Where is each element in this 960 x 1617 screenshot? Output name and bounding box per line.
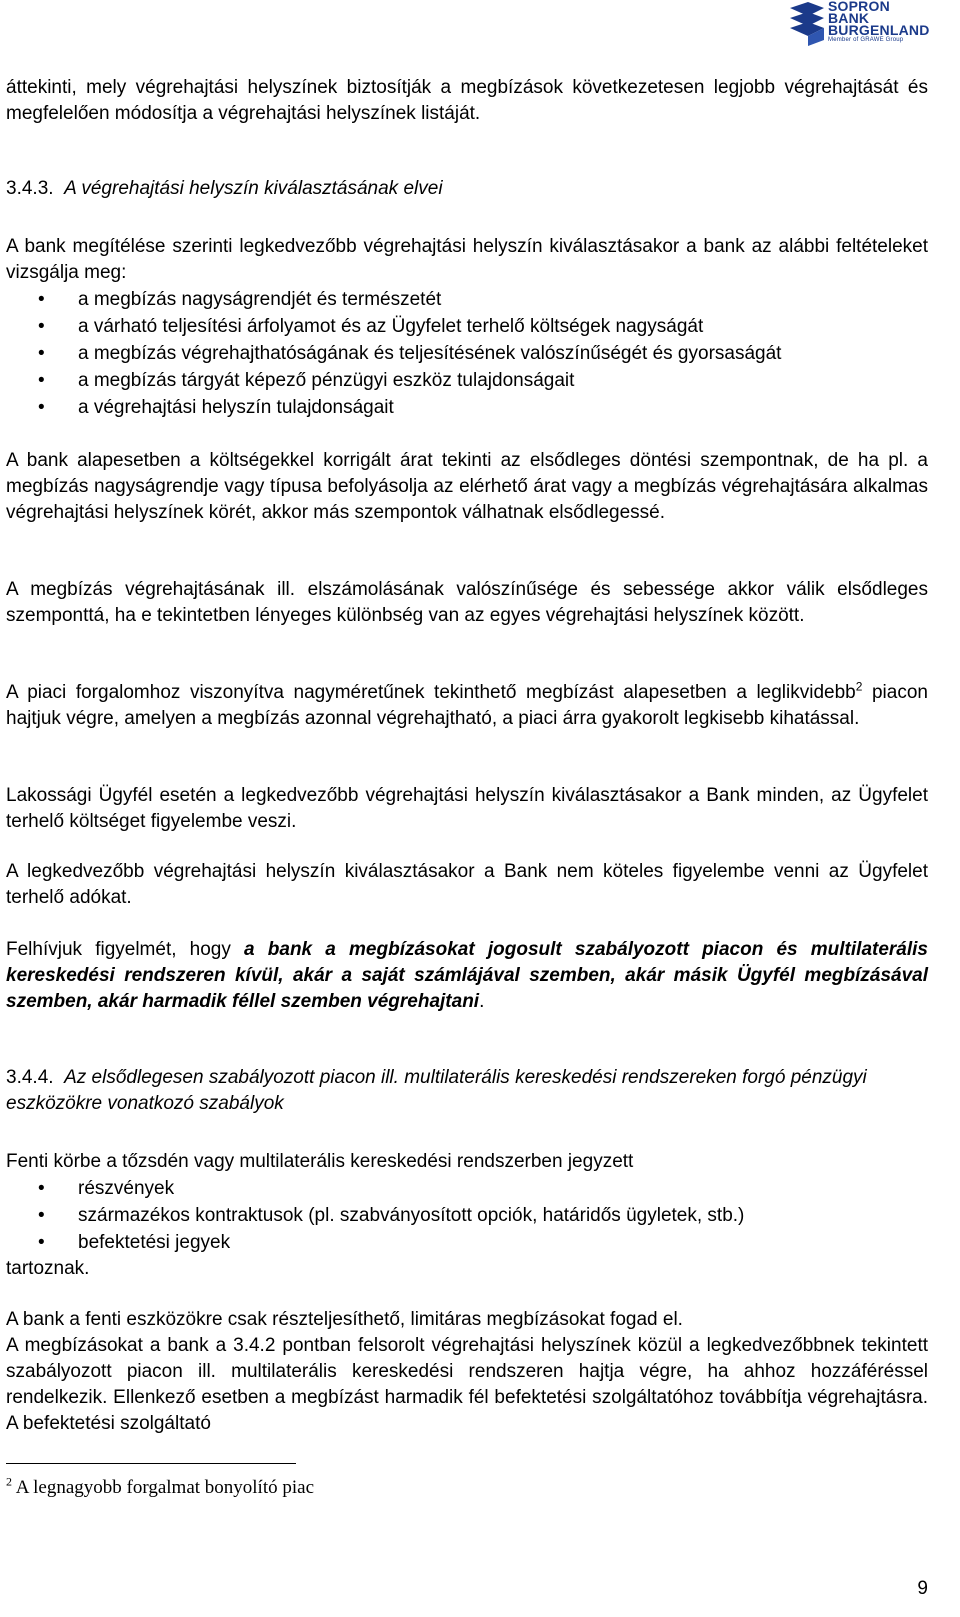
footnote bbox=[6, 1475, 314, 1501]
criteria-list bbox=[6, 286, 928, 421]
list-item: • befektetési jegyek bbox=[6, 1229, 928, 1256]
logo-member-line: Member of GRAWE Group bbox=[828, 37, 904, 43]
attention-emphasis: a bank a megbízásokat jogosult szabályozott piacon és multilaterális kereskedési rendszeren kívül, akár a saját számlájával szemben, akár másik Ügyfél megbízásával szemben, akár harmadik féllel szemben végrehajtani bbox=[6, 939, 928, 1012]
section-heading-3-4-3 bbox=[6, 176, 443, 202]
large-order-text-2: piacon hajtjuk végre, amelyen a megbízás azonnal végrehajtható, a piaci árra gyakorolt legkisebb kihatással. bbox=[6, 682, 928, 729]
attention-paragraph bbox=[6, 937, 928, 1015]
list-item: • a várható teljesítési árfolyamot és az Ügyfelet terhelő költségek nagyságát bbox=[6, 313, 928, 340]
intro-paragraph: áttekinti, mely végrehajtási helyszínek biztosítják a megbízások következetesen legjobb végrehajtását és megfelelően módosítja a végrehajtási helyszínek listáját. bbox=[6, 77, 928, 124]
list-item: • a megbízás nagyságrendjét és természetét bbox=[6, 286, 928, 313]
logo-wordmark bbox=[828, 0, 930, 44]
taxes-paragraph: A legkedvezőbb végrehajtási helyszín kiválasztásakor a Bank nem köteles figyelembe venni az Ügyfelet terhelő adókat. bbox=[6, 861, 928, 908]
list-item: • a megbízás tárgyát képező pénzügyi eszköz tulajdonságait bbox=[6, 367, 928, 394]
page-number: 9 bbox=[917, 1578, 928, 1599]
list-item: • származékos kontraktusok (pl. szabványosított opciók, határidős ügyletek, stb.) bbox=[6, 1202, 928, 1229]
list-item: • a megbízás végrehajthatóságának és teljesítésének valószínűségét és gyorsaságát bbox=[6, 340, 928, 367]
section-heading-3-4-4 bbox=[6, 1065, 928, 1117]
section-number: 3.4.4. bbox=[6, 1067, 54, 1088]
list-item: • részvények bbox=[6, 1175, 928, 1202]
large-order-text-1: A piaci forgalomhoz viszonyítva nagyméretűnek tekinthető megbízást alapesetben a leglikvidebb bbox=[6, 682, 856, 703]
attention-lead: Felhívjuk figyelmét, hogy bbox=[6, 939, 245, 960]
large-order-paragraph bbox=[6, 680, 928, 732]
logo-line-1: SOPRON bbox=[828, 0, 890, 14]
limit-order-paragraph: A bank a fenti eszközökre csak részteljesíthető, limitáras megbízásokat fogad el. bbox=[6, 1309, 683, 1330]
section-title: A végrehajtási helyszín kiválasztásának elvei bbox=[64, 178, 443, 199]
section-number: 3.4.3. bbox=[6, 178, 54, 199]
scope-end-paragraph: tartoznak. bbox=[6, 1258, 90, 1279]
logo-mark-icon bbox=[788, 2, 826, 46]
footnote-separator bbox=[6, 1463, 296, 1464]
attention-end: . bbox=[479, 991, 485, 1012]
instrument-list bbox=[6, 1175, 928, 1256]
price-paragraph: A bank alapesetben a költségekkel korrigált árat tekinti az elsődleges döntési szempontnak, de ha pl. a megbízás nagyságrendje vagy típusa befolyásolja az elérhető árat vagy a megbízás végrehajtására alkalmas végrehajtási helyszínek körét, akkor más szempontok válhatnak elsődlegessé. bbox=[6, 450, 928, 523]
logo-line-2: BANK bbox=[828, 10, 870, 26]
criteria-intro-paragraph: A bank megítélése szerinti legkedvezőbb végrehajtási helyszín kiválasztásakor a bank az alábbi feltételeket vizsgálja meg: bbox=[6, 236, 928, 283]
footnote-ref: 2 bbox=[855, 679, 863, 694]
logo-line-3: BURGENLAND bbox=[828, 22, 930, 38]
footnote-number: 2 bbox=[6, 1474, 12, 1489]
likelihood-paragraph: A megbízás végrehajtásának ill. elszámolásának valószínűsége és sebessége akkor válik elsődleges szemponttá, ha e tekintetben lényeges különbség van az egyes végrehajtási helyszínek között. bbox=[6, 579, 928, 626]
list-item: • a végrehajtási helyszín tulajdonságait bbox=[6, 394, 928, 421]
orders-paragraph: A megbízásokat a bank a 3.4.2 pontban felsorolt végrehajtási helyszínek közül a legkedvezőbbnek tekintett szabályozott piacon ill. multilaterális kereskedési rendszeren hajtja végre, ha ahhoz hozzáféréssel rendelkezik. Ellenkező esetben a megbízást harmadik fél befektetési szolgáltatóhoz továbbítja végrehajtásra. A befektetési szolgáltató bbox=[6, 1335, 928, 1434]
scope-intro-paragraph: Fenti körbe a tőzsdén vagy multilaterális kereskedési rendszerben jegyzett bbox=[6, 1151, 634, 1172]
bank-logo bbox=[788, 0, 930, 50]
footnote-text: A legnagyobb forgalmat bonyolító piac bbox=[12, 1477, 315, 1498]
section-title: Az elsődlegesen szabályozott piacon ill. multilaterális kereskedési rendszereken forgó pénzügyi eszközökre vonatkozó szabályok bbox=[6, 1067, 867, 1114]
retail-paragraph: Lakossági Ügyfél esetén a legkedvezőbb végrehajtási helyszín kiválasztásakor a Bank minden, az Ügyfelet terhelő költséget figyelembe veszi. bbox=[6, 785, 928, 832]
